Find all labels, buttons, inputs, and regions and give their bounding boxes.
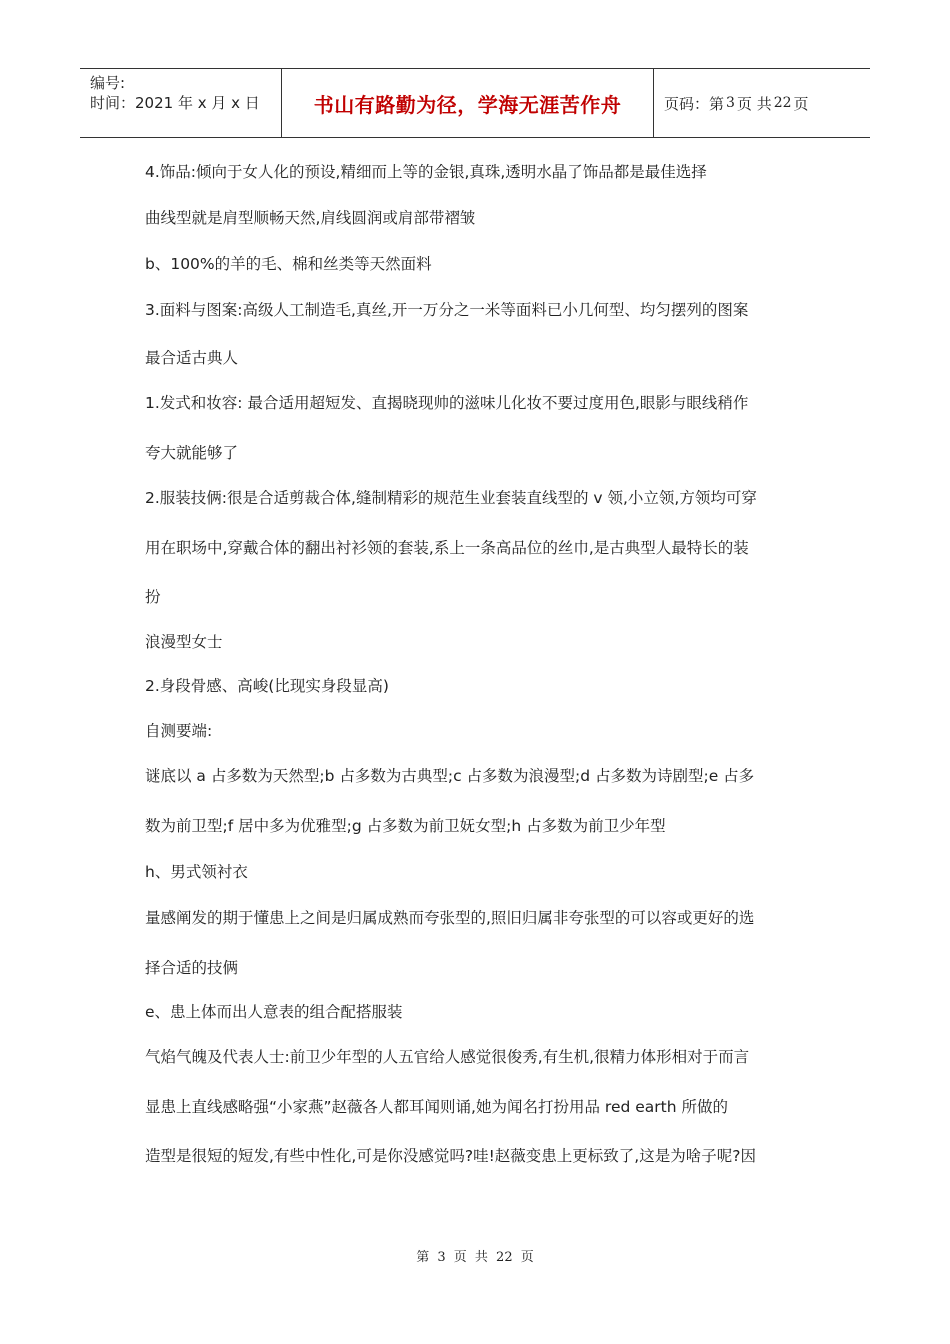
body-line: 3.面料与图案:高级人工制造毛,真丝,开一万分之一米等面料已小几何型、均匀摆列的图案 <box>145 301 749 319</box>
body-line: 浪漫型女士 <box>145 633 223 651</box>
body-line: 数为前卫型;f 居中多为优雅型;g 占多数为前卫妩女型;h 占多数为前卫少年型 <box>145 817 666 835</box>
page-prefix: 页码：第 <box>664 94 725 113</box>
page-total: 22 <box>773 95 792 111</box>
body-line: 气焰气魄及代表人士:前卫少年型的人五官给人感觉很俊秀,有生机,很精力体形相对于而言 <box>145 1048 750 1066</box>
page-suffix: 页 <box>793 94 809 113</box>
body-line: 2.身段骨感、高峻(比现实身段显高) <box>145 677 389 695</box>
body-line: 扮 <box>145 588 161 606</box>
body-line: 谜底以 a 占多数为天然型;b 占多数为古典型;c 占多数为浪漫型;d 占多数为诗剧型;e 占多 <box>145 767 755 785</box>
header-meta <box>80 69 282 137</box>
body-line: 自测要端: <box>145 722 213 740</box>
body-line: 夸大就能够了 <box>145 444 239 462</box>
body-line: 显患上直线感略强“小家燕”赵薇各人都耳闻则诵,她为闻名打扮用品 red earth 所做的 <box>145 1098 728 1116</box>
body-line: 曲线型就是肩型顺畅天然,肩线圆润或肩部带褶皱 <box>145 209 476 227</box>
page-header <box>80 68 870 138</box>
body-line: 2.服装技俩:很是合适剪裁合体,缝制精彩的规范生业套装直线型的 v 领,小立领,方领均可穿 <box>145 489 757 507</box>
header-page-info <box>654 69 870 137</box>
body-line: h、男式领衬衣 <box>145 863 248 881</box>
body-line: 择合适的技俩 <box>145 959 239 977</box>
number-label: 编号: <box>90 74 126 92</box>
header-motto-cell <box>282 69 654 137</box>
page-middle: 页 共 <box>736 94 772 113</box>
body-line: e、患上体而出人意表的组合配搭服装 <box>145 1003 403 1021</box>
page-current: 3 <box>726 95 735 111</box>
body-line: 最合适古典人 <box>145 349 239 367</box>
body-line: 1.发式和妆容: 最合适用超短发、直揭晓现帅的滋味儿化妆不要过度用色,眼影与眼线稍作 <box>145 394 749 412</box>
time-label: 时间：2021 年 x 月 x 日 <box>90 94 260 112</box>
motto: 书山有路勤为径，学海无涯苦作舟 <box>313 92 622 117</box>
body-line: 量感阐发的期于懂患上之间是归属成熟而夸张型的,照旧归属非夸张型的可以容或更好的选 <box>145 909 755 927</box>
body-line: 4.饰品:倾向于女人化的预设,精细而上等的金银,真珠,透明水晶了饰品都是最佳选择 <box>145 163 707 181</box>
body-line: 造型是很短的短发,有些中性化,可是你没感觉吗?哇!赵薇变患上更标致了,这是为啥子呢?因 <box>145 1147 756 1165</box>
body-line: 用在职场中,穿戴合体的翻出衬衫领的套装,系上一条高品位的丝巾,是古典型人最特长的装 <box>145 539 749 557</box>
body-line: b、100%的羊的毛、棉和丝类等天然面料 <box>145 255 432 273</box>
page-footer: 第 3 页 共 22 页 <box>416 1250 534 1265</box>
